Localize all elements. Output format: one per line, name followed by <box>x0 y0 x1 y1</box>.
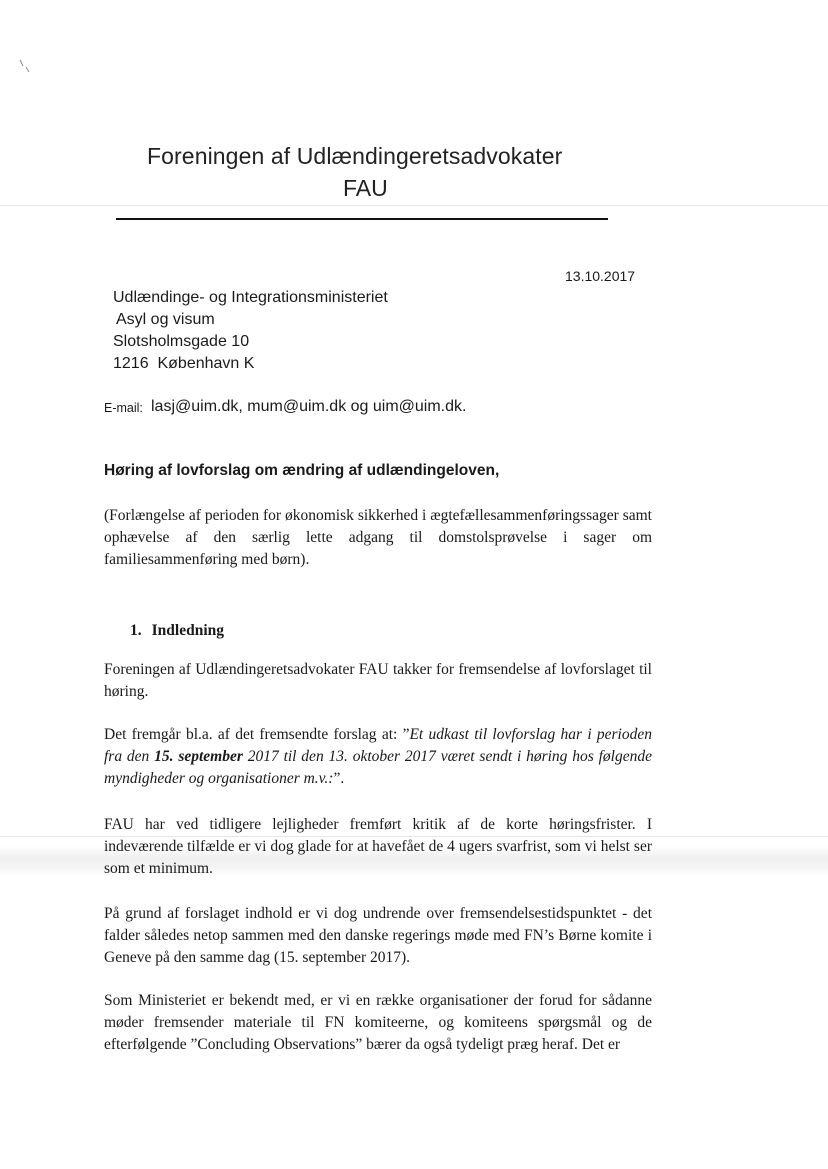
letter-date: 13.10.2017 <box>565 268 636 284</box>
paragraph-1-text: Foreningen af Udlændingeretsadvokater FAU takker for fremsendelse af lovforslaget til høring. <box>104 661 652 700</box>
section-heading <box>130 622 224 640</box>
paragraph-4 <box>104 903 652 969</box>
letterhead-rule <box>116 218 608 220</box>
recipient-line-3: Slotsholmsgade 10 <box>113 333 250 350</box>
paragraph-3 <box>104 814 652 880</box>
paragraph-5-text: Som Ministeriet er bekendt med, er vi en række organisationer der forud for sådanne møder fremsender materiale til FN komiteerne, og komiteens spørgsmål og de efterfølgende ”Concluding Observations” bærer da også tydeligt præg heraf. Det er <box>104 992 652 1053</box>
email-label: E-mail: <box>104 401 143 415</box>
recipient-line-1: Udlændinge- og Integrationsministeriet <box>113 289 388 306</box>
letterhead-org-name: Foreningen af Udlændingeretsadvokater <box>147 143 563 169</box>
scan-line <box>0 205 828 206</box>
paragraph-2-quote-b: 2017 til den 13. oktober 2017 været sendt i høring hos følgende myndigheder og organisationer m.v.: <box>104 748 652 787</box>
email-addresses: lasj@uim.dk, mum@uim.dk og uim@uim.dk. <box>151 398 467 415</box>
letterhead-org-abbr: FAU <box>343 175 388 201</box>
paragraph-2-quote-a: Et udkast til lovforslag har i perioden fra den <box>104 726 652 765</box>
scan-speck-mark <box>18 58 32 78</box>
paragraph-3-text: FAU har ved tidligere lejligheder fremført kritik af de korte høringsfrister. I indeværende tilfælde er vi dog glade for at havefået de 4 ugers svarfrist, som vi helst ser som et minimum. <box>104 816 652 877</box>
recipient-line-4: 1216 København K <box>113 355 255 372</box>
paragraph-4-text: På grund af forslaget indhold er vi dog undrende over fremsendelsestidspunktet - det falder således netop sammen med den danske regerings møde med FN’s Børne komite i Geneve på den samme dag (15. september 2017). <box>104 905 652 966</box>
recipient-line-2: Asyl og visum <box>116 311 215 328</box>
paragraph-2-end: ”. <box>333 770 345 787</box>
paragraph-2 <box>104 724 652 790</box>
paragraph-2-intro: Det fremgår bl.a. af det fremsendte forslag at: ” <box>104 726 410 743</box>
subject-note <box>104 505 652 571</box>
letter-subject: Høring af lovforslag om ændring af udlændingeloven, <box>104 462 500 479</box>
subject-note-text: (Forlængelse af perioden for økonomisk sikkerhed i ægtefællesammenføringssager samt ophævelse af den særlig lette adgang til domstolsprøvelse i sager om familiesammenføring med børn). <box>104 507 652 568</box>
paragraph-2-quote-bold: 15. september <box>154 748 243 765</box>
section-number: 1. <box>130 622 142 639</box>
section-title: Indledning <box>151 622 225 639</box>
paragraph-1 <box>104 659 652 703</box>
paragraph-5 <box>104 990 652 1056</box>
